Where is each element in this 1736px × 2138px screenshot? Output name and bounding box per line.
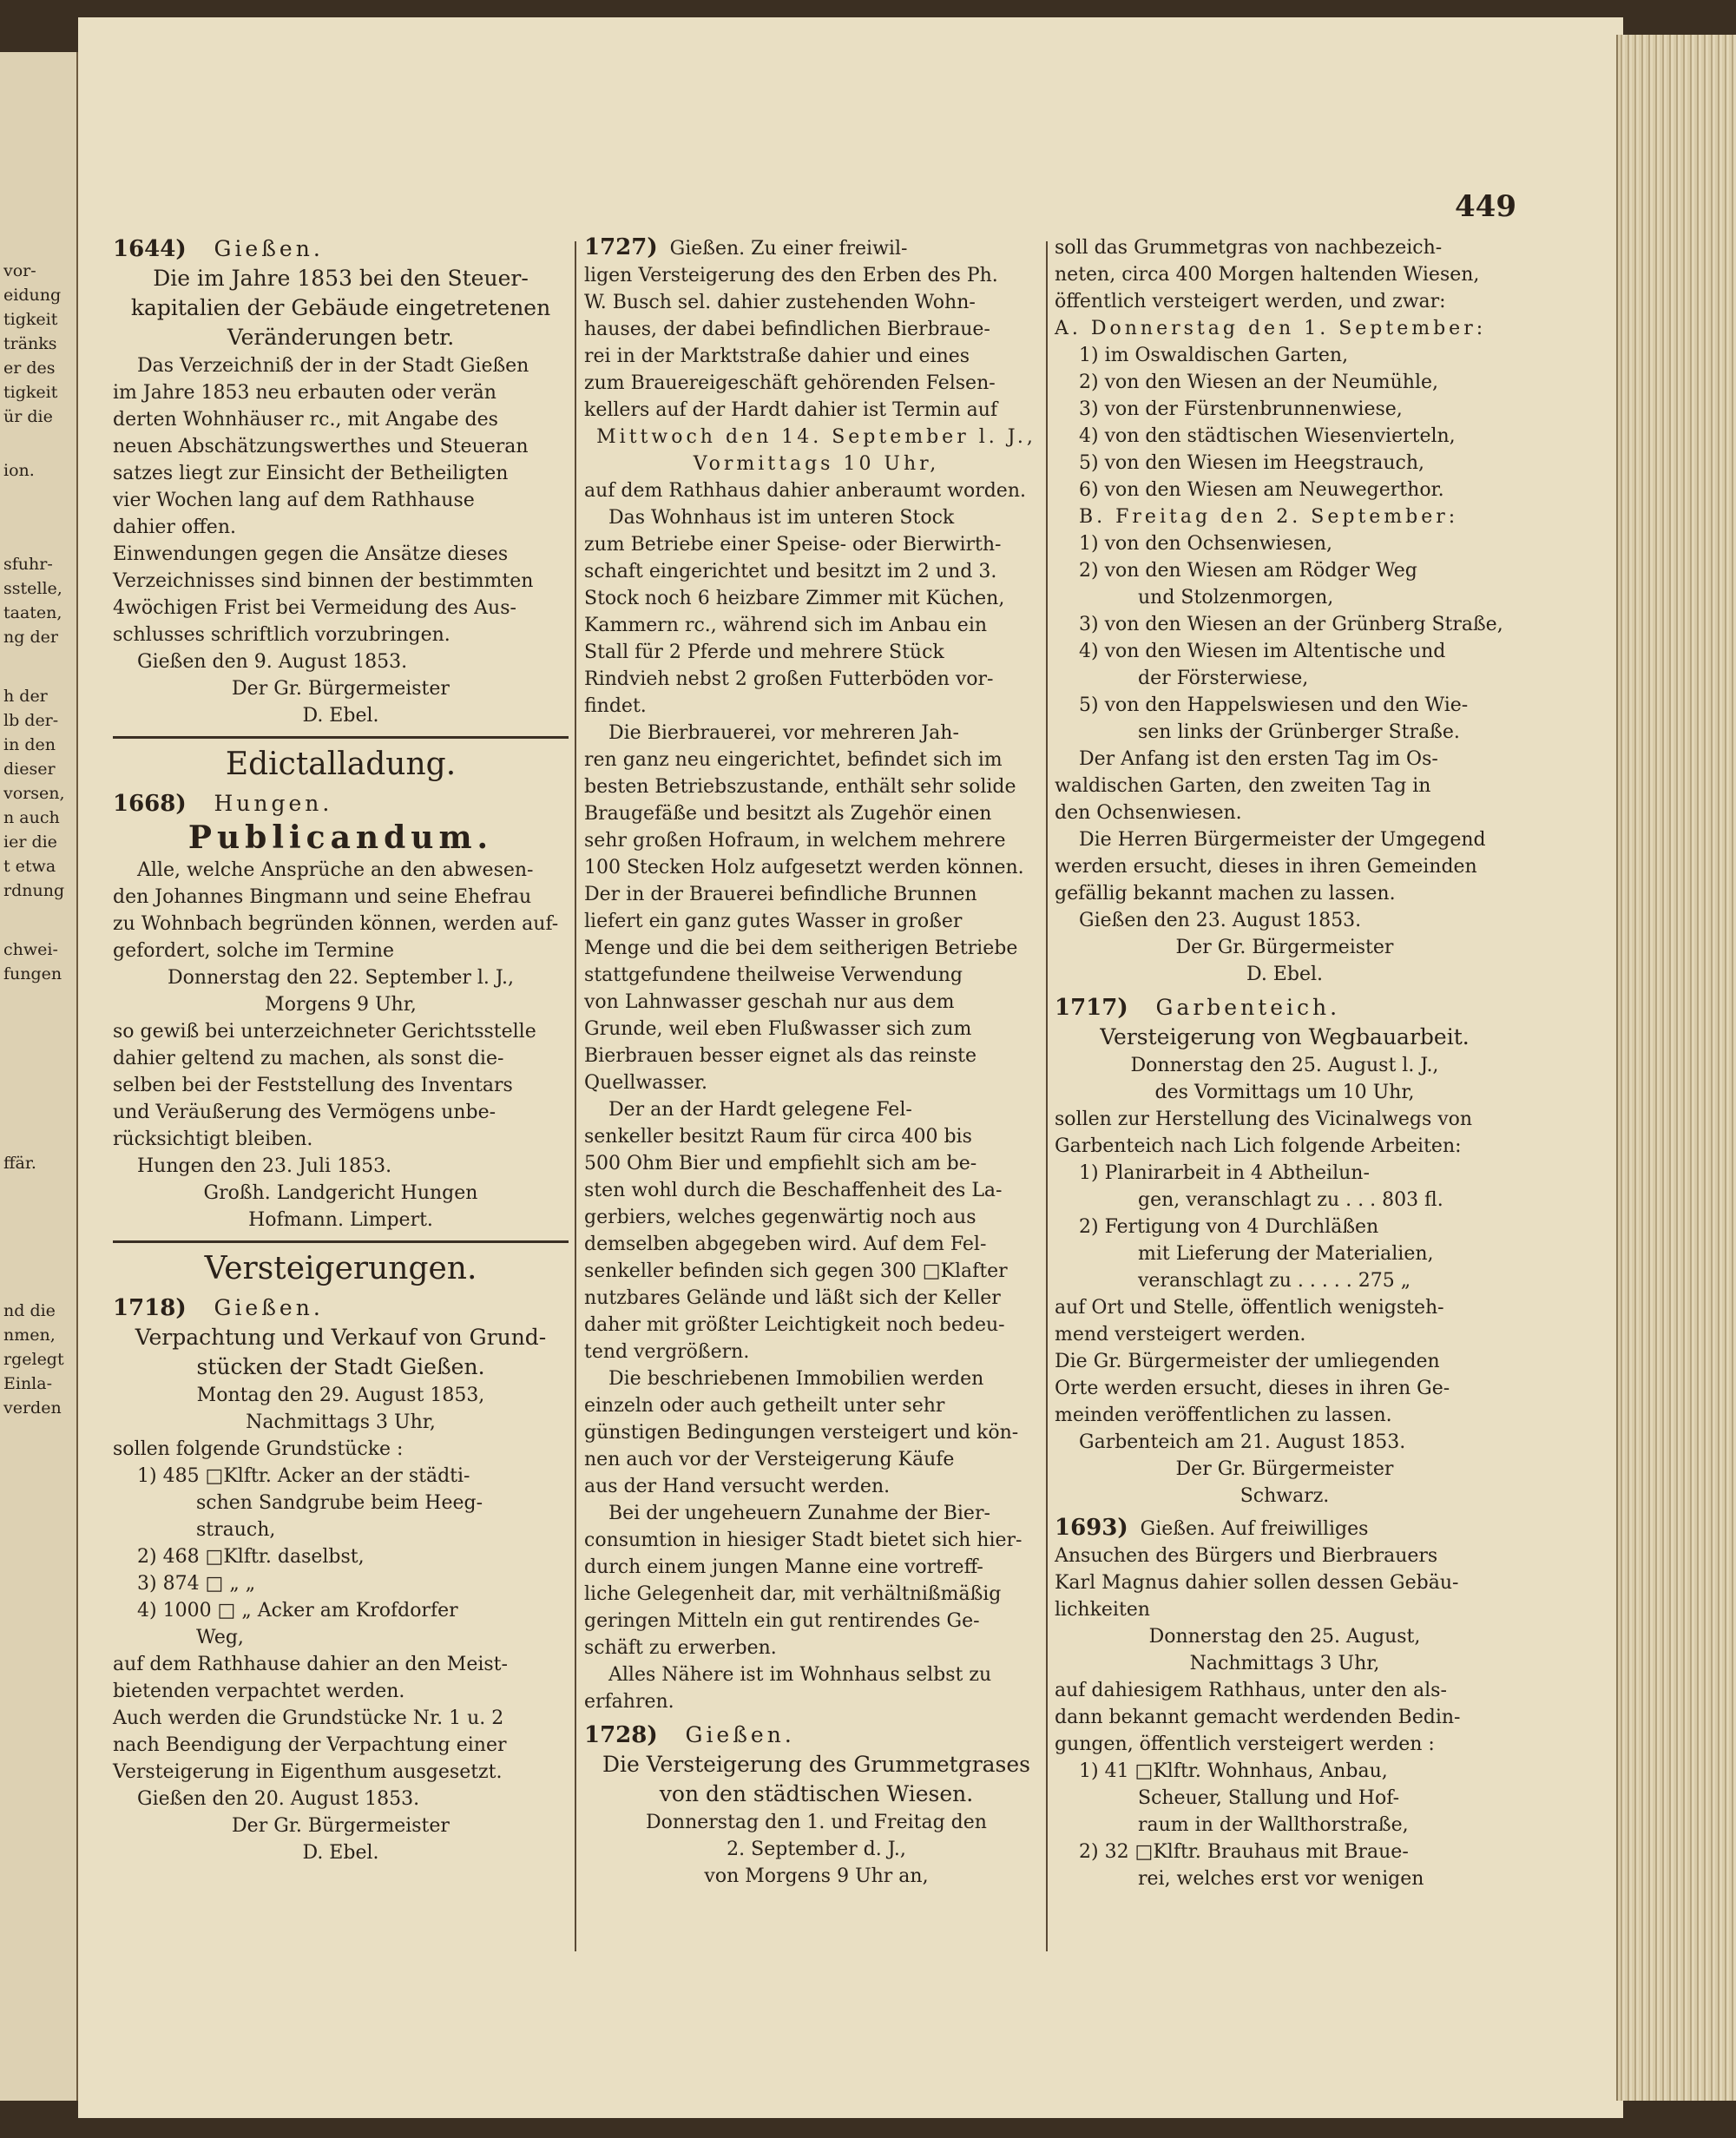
notice-title (584, 1750, 1049, 1809)
text-line: 1) Planirarbeit in 4 Abtheilun- (1079, 1162, 1370, 1184)
left-page-text: lb der- (3, 711, 59, 730)
notice-place: Gießen. (685, 1722, 795, 1747)
notice-1668 (113, 789, 569, 1233)
notice-body-2 (113, 1018, 569, 1153)
text-line: hauses, der dabei befindlichen Bierbraue- (584, 319, 990, 340)
left-page-text: nd die (3, 1301, 56, 1320)
notice-intro: sollen folgende Grundstücke : (113, 1438, 404, 1460)
left-page-text: taaten, (3, 603, 62, 622)
page-number: 449 (1455, 189, 1516, 224)
notice-number: 1718) (113, 1295, 187, 1321)
notice-title: Versteigerung von Wegbauarbeit. (1100, 1024, 1470, 1049)
page-edges (1616, 35, 1736, 2101)
text-line: schen Sandgrube beim Heeg- (196, 1492, 483, 1514)
text-line: Das Verzeichniß der in der Stadt Gießen (137, 355, 529, 377)
notice-body (1055, 1106, 1515, 1160)
day-b-heading: B. Freitag den 2. September: (1079, 506, 1459, 528)
text-line: zum Brauereigeschäft gehörenden Felsen- (584, 372, 996, 394)
left-page-text: ng der (3, 628, 58, 647)
text-line: öffentlich versteigert werden, und zwar: (1055, 291, 1446, 312)
left-page-text: vor- (3, 261, 36, 280)
notice-number: 1728) (584, 1722, 658, 1748)
text-line: 2) von den Wiesen am Rödger Weg (1079, 560, 1417, 582)
text-line: 4) von den Wiesen im Altentische und (1079, 641, 1446, 662)
notice-body (113, 352, 569, 648)
text-line: rei in der Marktstraße dahier und eines (584, 345, 970, 367)
text-line: Garbenteich nach Lich folgende Arbeiten: (1055, 1135, 1462, 1157)
text-line: werden ersucht, dieses in ihren Gemeinden (1055, 856, 1477, 878)
text-line: Der in der Brauerei befindliche Brunnen (584, 884, 977, 905)
notice-number: 1727) (584, 234, 658, 260)
notice-body (1055, 1677, 1515, 1758)
text-line: und Veräußerung des Vermögens unbe- (113, 1102, 496, 1123)
paragraph-naehere (584, 1661, 1049, 1715)
text-line: Quellwasser. (584, 1072, 707, 1094)
signature-name: Hofmann. Limpert. (248, 1209, 433, 1231)
paragraph-anfang (1055, 746, 1515, 826)
term-date: Mittwoch den 14. September l. J., (596, 426, 1036, 448)
text-line: Bei der ungeheuern Zunahme der Bier- (608, 1503, 990, 1524)
text-line: den Johannes Bingmann und seine Ehefrau (113, 886, 532, 908)
term-date: Donnerstag den 22. September l. J., (168, 967, 514, 989)
text-line: Orte werden ersucht, dieses in ihren Ge- (1055, 1378, 1450, 1399)
text-line: Die Herren Bürgermeister der Umgegend (1079, 829, 1486, 851)
text-line: gungen, öffentlich versteigert werden : (1055, 1733, 1435, 1755)
text-line: 5) von den Happelswiesen und den Wie- (1079, 694, 1469, 716)
notice-1727 (584, 234, 1049, 1715)
text-line: Bierbrauen besser eignet als das reinste (584, 1045, 976, 1067)
text-line: erfahren. (584, 1691, 674, 1713)
text-line: 500 Ohm Bier und empfiehlt sich am be- (584, 1153, 977, 1174)
text-line: bietenden verpachtet werden. (113, 1681, 405, 1702)
text-line: rei, welches erst vor wenigen (1138, 1868, 1424, 1890)
paragraph-buergermeister (1055, 826, 1515, 907)
text-line: Der an der Hardt gelegene Fel- (608, 1099, 912, 1121)
divider (113, 736, 569, 739)
notice-place: Gießen. (214, 1295, 324, 1320)
day-b-list (1055, 530, 1515, 746)
term-date: Donnerstag den 25. August l. J., (1130, 1055, 1439, 1076)
text-line: zu Wohnbach begründen können, werden auf- (113, 913, 559, 935)
text-line: von den städtischen Wiesen. (659, 1781, 974, 1806)
text-line: satzes liegt zur Einsicht der Betheiligten (113, 463, 509, 484)
text-line: der Försterwiese, (1138, 668, 1309, 689)
text-line: sen links der Grünberger Straße. (1138, 721, 1460, 743)
text-line: dann bekannt gemacht werdenden Bedin- (1055, 1707, 1461, 1728)
text-line: gerbiers, welches gegenwärtig noch aus (584, 1207, 976, 1228)
text-line: senkeller besitzt Raum für circa 400 bis (584, 1126, 972, 1148)
text-line: meinden veröffentlichen zu lassen. (1055, 1405, 1392, 1426)
notice-place: Garbenteich. (1155, 995, 1341, 1020)
signature-title: Der Gr. Bürgermeister (232, 678, 450, 700)
paragraph-bierbrauerei (584, 720, 1049, 1096)
left-page-text: t etwa (3, 857, 56, 876)
left-page-text: fungen (3, 964, 62, 983)
text-line: besten Betriebszustande, enthält sehr solide (584, 776, 1016, 798)
notice-after: auf dem Rathhaus dahier anberaumt worden. (584, 480, 1026, 502)
text-line: Rindvieh nebst 2 großen Futterböden vor- (584, 668, 994, 690)
section-heading-edictalladung: Edictalladung. (225, 747, 457, 782)
notice-body (113, 1651, 569, 1786)
text-line: daher mit größter Leichtigkeit noch bedeu- (584, 1314, 1005, 1336)
notice-title (113, 264, 569, 352)
left-page-text: rdnung (3, 881, 65, 900)
text-line: Auch werden die Grundstücke Nr. 1 u. 2 (113, 1707, 504, 1729)
left-page-text: Einla- (3, 1374, 53, 1393)
text-line: kellers auf der Hardt dahier ist Termin auf (584, 399, 998, 421)
text-line: so gewiß bei unterzeichneter Gerichtsstelle (113, 1021, 536, 1043)
text-line: selben bei der Feststellung des Inventars (113, 1075, 513, 1096)
term-date-2: 2. September d. J., (727, 1839, 906, 1860)
text-line: 2) 32 □Klftr. Brauhaus mit Braue- (1079, 1841, 1409, 1863)
text-line: neuen Abschätzungswerthes und Steueran (113, 436, 529, 457)
signature-title: Der Gr. Bürgermeister (1175, 1458, 1394, 1480)
text-line: Veränderungen betr. (227, 325, 455, 350)
text-line: gefordert, solche im Termine (113, 940, 395, 962)
notice-1693 (1055, 1515, 1515, 1892)
text-line: tend vergrößern. (584, 1341, 750, 1363)
text-line: 6) von den Wiesen am Neuwegerthor. (1079, 479, 1444, 501)
text-line: stücken der Stadt Gießen. (196, 1354, 485, 1379)
notice-number: 1668) (113, 791, 187, 817)
text-line: Stock noch 6 heizbare Zimmer mit Küchen, (584, 588, 1005, 609)
text-line: Der Anfang ist den ersten Tag im Os- (1079, 748, 1438, 770)
text-line: 2) von den Wiesen an der Neumühle, (1079, 372, 1439, 393)
text-line: auf Ort und Stelle, öffentlich wenigsteh- (1055, 1297, 1444, 1319)
text-line: auf dem Rathhause dahier an den Meist- (113, 1654, 508, 1675)
text-line: findet. (584, 695, 647, 717)
text-line: sollen zur Herstellung des Vicinalwegs von (1055, 1108, 1473, 1130)
text-line: 3) von der Fürstenbrunnenwiese, (1079, 398, 1403, 420)
text-line: sehr großen Hofraum, in welchem mehrere (584, 830, 1006, 852)
item-list (113, 1463, 569, 1651)
text-line: Verzeichnisses sind binnen der bestimmten (113, 570, 534, 592)
text-line: 1) 485 □Klftr. Acker an der städti- (137, 1465, 470, 1487)
notice-number: 1717) (1055, 995, 1128, 1021)
signature-name: D. Ebel. (1246, 964, 1324, 985)
text-line: dahier geltend zu machen, als sonst die- (113, 1048, 504, 1069)
text-line: durch einem jungen Manne eine vortreff- (584, 1556, 983, 1578)
text-line: Alles Nähere ist im Wohnhaus selbst zu (608, 1664, 992, 1686)
paragraph-wohnhaus (584, 504, 1049, 720)
text-line: 4) 1000 □ „ Acker am Krofdorfer (137, 1600, 458, 1622)
text-line: schlusses schriftlich vorzubringen. (113, 624, 450, 646)
text-line: 3) 874 □ „ „ (137, 1573, 256, 1595)
notice-lead: Gießen. Auf freiwilliges (1140, 1518, 1369, 1540)
column-1 (113, 234, 569, 1866)
text-line: den Ochsenwiesen. (1055, 802, 1242, 824)
text-line: und Stolzenmorgen, (1138, 587, 1334, 609)
text-line: schaft eingerichtet und besitzt im 2 und 3. (584, 561, 997, 582)
text-line: Verpachtung und Verkauf von Grund- (135, 1325, 547, 1350)
column-2 (584, 234, 1049, 1890)
notice-date: Hungen den 23. Juli 1853. (137, 1155, 392, 1177)
text-line: 5) von den Wiesen im Heegstrauch, (1079, 452, 1425, 474)
text-line: liefert ein ganz gutes Wasser in großer (584, 911, 963, 932)
notice-date: Gießen den 9. August 1853. (137, 651, 408, 673)
text-line: W. Busch sel. dahier zustehenden Wohn- (584, 292, 976, 313)
left-page-text: vorsen, (3, 784, 65, 803)
item-list (1055, 1160, 1515, 1294)
text-line: Karl Magnus dahier sollen dessen Gebäu- (1055, 1572, 1459, 1594)
term-time: des Vormittags um 10 Uhr, (1154, 1082, 1415, 1103)
text-line: senkeller befinden sich gegen 300 □Klafter (584, 1260, 1008, 1282)
text-line: soll das Grummetgras von nachbezeich- (1055, 237, 1443, 259)
text-line: mit Lieferung der Materialien, (1138, 1243, 1434, 1265)
left-page-text: chwei- (3, 940, 58, 959)
text-line: veranschlagt zu . . . . . 275 „ (1138, 1270, 1411, 1292)
left-page-text: dieser (3, 760, 56, 779)
paragraph-felsenkeller (584, 1096, 1049, 1365)
notice-1728 (584, 1720, 1049, 1890)
text-line: zum Betriebe einer Speise- oder Bierwirth- (584, 534, 1002, 556)
left-page-text: er des (3, 359, 56, 378)
left-page-text: ür die (3, 407, 53, 426)
text-line: rücksichtigt bleiben. (113, 1128, 313, 1150)
text-line: im Jahre 1853 neu erbauten oder verän (113, 382, 496, 404)
text-line: Das Wohnhaus ist im unteren Stock (608, 507, 955, 529)
term-date: Montag den 29. August 1853, (196, 1385, 485, 1406)
notice-lines (584, 262, 1049, 424)
text-line: mend versteigert werden. (1055, 1324, 1306, 1345)
left-page-text: ion. (3, 461, 35, 480)
text-line: Alle, welche Ansprüche an den abwesen- (137, 859, 534, 881)
left-page-text: n auch (3, 808, 60, 827)
text-line: 1) im Oswaldischen Garten, (1079, 345, 1349, 366)
text-line: Die im Jahre 1853 bei den Steuer- (153, 266, 529, 291)
text-line: consumtion in hiesiger Stadt bietet sich hier- (584, 1529, 1023, 1551)
notice-place: Gießen. (214, 236, 324, 261)
signature-name: Schwarz. (1240, 1485, 1330, 1507)
left-page-text: tränks (3, 334, 57, 353)
text-line: Menge und die bei dem seitherigen Betriebe (584, 937, 1018, 959)
notice-date: Garbenteich am 21. August 1853. (1079, 1431, 1406, 1453)
signature-name: D. Ebel. (302, 705, 379, 727)
notice-number: 1644) (113, 236, 187, 262)
left-page-text: sfuhr- (3, 555, 53, 574)
term-time: Vormittags 10 Uhr, (693, 453, 940, 475)
text-line: Die beschriebenen Immobilien werden (608, 1368, 984, 1390)
text-line: 1) von den Ochsenwiesen, (1079, 533, 1333, 555)
left-page-text: sstelle, (3, 579, 62, 598)
text-line: 4wöchigen Frist bei Vermeidung des Aus- (113, 597, 516, 619)
text-line: ligen Versteigerung des den Erben des Ph. (584, 265, 998, 286)
text-line: auf dahiesigem Rathhaus, unter den als- (1055, 1680, 1447, 1701)
left-page-text: tigkeit (3, 310, 58, 329)
text-line: 2) Fertigung von 4 Durchläßen (1079, 1216, 1379, 1238)
text-line: 3) von den Wiesen an der Grünberg Straße, (1079, 614, 1503, 635)
notice-title (113, 1323, 569, 1382)
signature-title: Der Gr. Bürgermeister (232, 1815, 450, 1837)
text-line: kapitalien der Gebäude eingetretenen (130, 295, 551, 320)
notice-lines (1055, 1543, 1515, 1623)
text-line: Die Versteigerung des Grummetgrases (602, 1752, 1031, 1777)
notice-number: 1693) (1055, 1515, 1128, 1541)
term-date: Donnerstag den 25. August, (1148, 1626, 1421, 1648)
text-line: 4) von den städtischen Wiesenvierteln, (1079, 425, 1456, 447)
notice-place: Hungen. (214, 791, 333, 816)
text-line: ren ganz neu eingerichtet, befindet sich im (584, 749, 1003, 771)
text-line: Versteigerung in Eigenthum ausgesetzt. (113, 1761, 503, 1783)
text-line: gefällig bekannt machen zu lassen. (1055, 883, 1396, 905)
text-line: vier Wochen lang auf dem Rathhause (113, 490, 475, 511)
text-line: nen auch vor der Versteigerung Käufe (584, 1449, 955, 1470)
paragraph-immobilien (584, 1365, 1049, 1500)
text-line: stattgefundene theilweise Verwendung (584, 964, 963, 986)
notice-1644 (113, 234, 569, 729)
text-line: günstigen Bedingungen versteigert und kön- (584, 1422, 1019, 1444)
left-page-text: in den (3, 735, 56, 754)
text-line: einzeln oder auch getheilt unter sehr (584, 1395, 945, 1417)
paragraph-zunahme (584, 1500, 1049, 1661)
notice-date: Gießen den 23. August 1853. (1079, 910, 1362, 931)
continued-text (1055, 234, 1515, 315)
signature-title: Großh. Landgericht Hungen (203, 1182, 478, 1204)
text-line: Stall für 2 Pferde und mehrere Stück (584, 641, 944, 663)
item-list (1055, 1758, 1515, 1892)
day-a-list (1055, 342, 1515, 503)
text-line: strauch, (196, 1519, 276, 1541)
left-page-text: tigkeit (3, 383, 58, 402)
text-line: raum in der Wallthorstraße, (1138, 1814, 1409, 1836)
text-line: liche Gelegenheit dar, mit verhältnißmäßig (584, 1583, 1002, 1605)
notice-1718 (113, 1293, 569, 1866)
text-line: Braugefäße und besitzt als Zugehör einen (584, 803, 992, 825)
signature-title: Der Gr. Bürgermeister (1175, 937, 1394, 958)
left-page-text: ier die (3, 832, 57, 852)
text-line: neten, circa 400 Morgen haltenden Wiesen, (1055, 264, 1480, 286)
text-line: von Lahnwasser geschah nur aus dem (584, 991, 955, 1013)
text-line: schäft zu erwerben. (584, 1637, 777, 1659)
text-line: Ansuchen des Bürgers und Bierbrauers (1055, 1545, 1438, 1567)
left-page-text: rgelegt (3, 1350, 64, 1369)
text-line: geringen Mitteln ein gut rentirendes Ge- (584, 1610, 980, 1632)
section-heading-versteigerungen: Versteigerungen. (204, 1251, 477, 1286)
text-line: derten Wohnhäuser rc., mit Angabe des (113, 409, 498, 431)
text-line: 1) 41 □Klftr. Wohnhaus, Anbau, (1079, 1760, 1388, 1782)
notice-title: Publicandum. (187, 819, 494, 856)
text-line: 100 Stecken Holz aufgesetzt werden können. (584, 857, 1024, 878)
column-rule-1 (575, 241, 576, 1951)
text-line: nach Beendigung der Verpachtung einer (113, 1734, 507, 1756)
text-line: 2) 468 □Klftr. daselbst, (137, 1546, 365, 1568)
signature-name: D. Ebel. (302, 1842, 379, 1864)
left-page-text: nmen, (3, 1326, 56, 1345)
notice-1728-continued (1055, 234, 1515, 988)
left-page-text: verden (3, 1398, 62, 1418)
notice-lead: Gießen. Zu einer freiwil- (669, 238, 908, 260)
text-line: Kammern rc., während sich im Anbau ein (584, 615, 988, 636)
notice-date: Gießen den 20. August 1853. (137, 1788, 420, 1810)
term-time: Morgens 9 Uhr, (265, 994, 417, 1016)
text-line: Scheuer, Stallung und Hof- (1138, 1787, 1400, 1809)
text-line: Die Bierbrauerei, vor mehreren Jah- (608, 722, 959, 744)
left-page-fragment (0, 52, 78, 2101)
text-line: Die Gr. Bürgermeister der umliegenden (1055, 1351, 1440, 1372)
term-date: Donnerstag den 1. und Freitag den (646, 1812, 987, 1833)
column-3 (1055, 234, 1515, 1892)
text-line: Einwendungen gegen die Ansätze dieses (113, 543, 509, 565)
left-page-text: ffär. (3, 1154, 36, 1173)
text-line: lichkeiten (1055, 1599, 1150, 1621)
text-line: sten wohl durch die Beschaffenheit des La- (584, 1180, 1003, 1201)
text-line: nutzbares Gelände und läßt sich der Keller (584, 1287, 1001, 1309)
notice-body (113, 857, 569, 964)
left-page-text: eidung (3, 286, 62, 305)
text-line: gen, veranschlagt zu . . . 803 fl. (1138, 1189, 1443, 1211)
term-time: Nachmittags 3 Uhr, (1189, 1653, 1380, 1674)
text-line: demselben abgegeben wird. Auf dem Fel- (584, 1233, 987, 1255)
text-line: Weg, (196, 1627, 244, 1648)
text-line: aus der Hand versucht werden. (584, 1476, 891, 1497)
term-time: von Morgens 9 Uhr an, (704, 1865, 929, 1887)
day-a-heading: A. Donnerstag den 1. September: (1055, 318, 1487, 339)
text-line: dahier offen. (113, 516, 236, 538)
notice-1717 (1055, 993, 1515, 1510)
term-time: Nachmittags 3 Uhr, (246, 1411, 436, 1433)
divider (113, 1240, 569, 1243)
left-page-text: h der (3, 687, 48, 706)
notice-body-2 (1055, 1294, 1515, 1429)
text-line: waldischen Garten, den zweiten Tag in (1055, 775, 1431, 797)
text-line: Grunde, weil eben Flußwasser sich zum (584, 1018, 972, 1040)
